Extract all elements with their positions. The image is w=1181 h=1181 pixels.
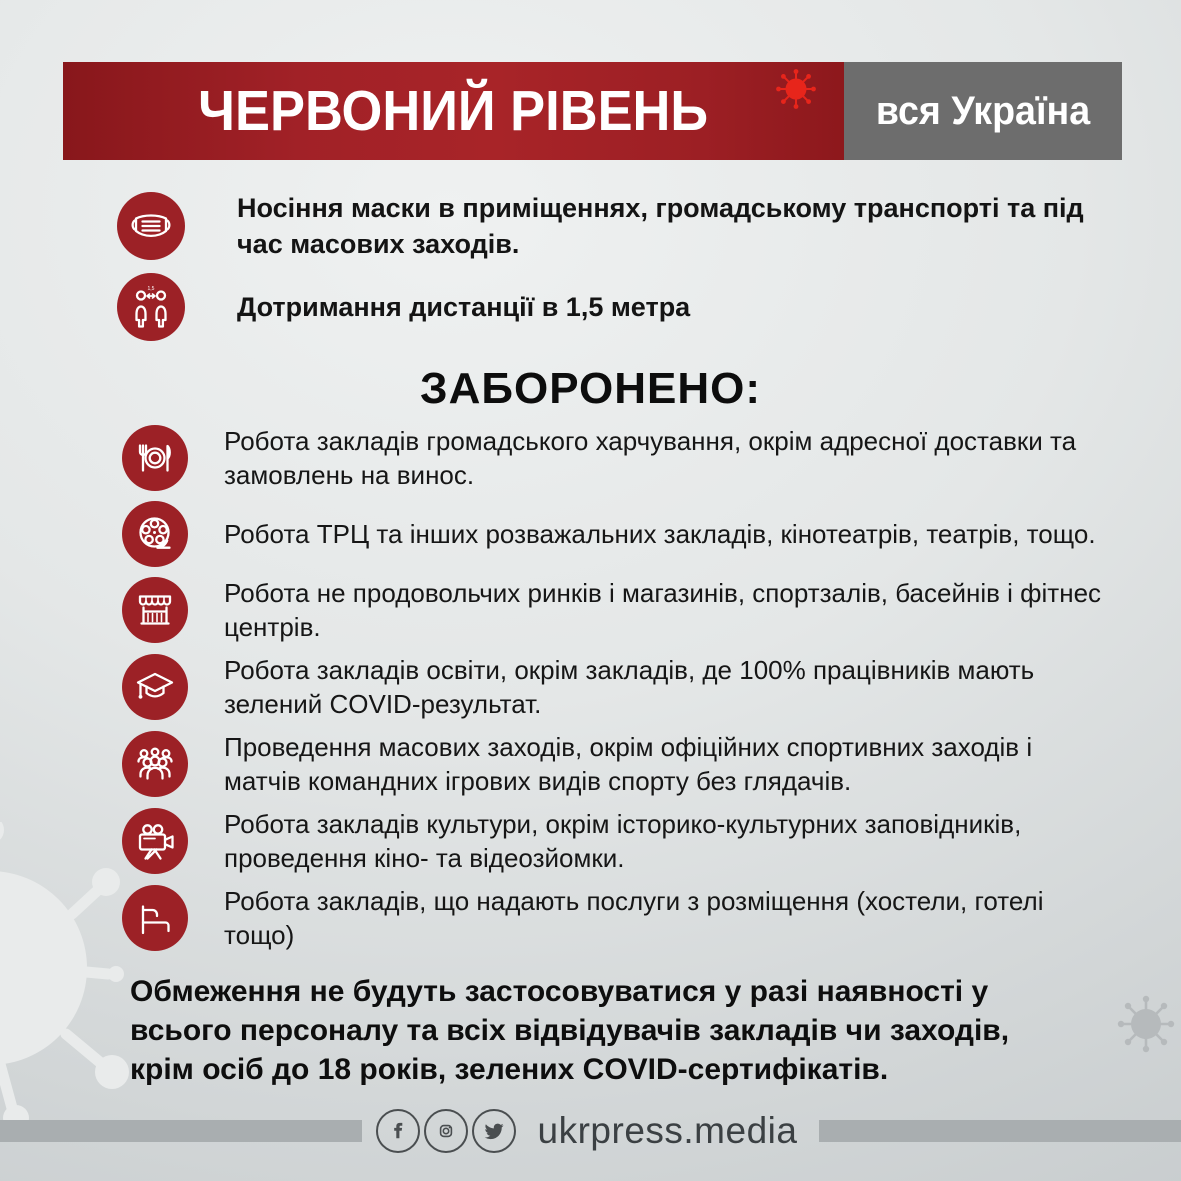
list-item-text: Робота закладів, що надають послуги з розміщення (хостели, готелі тощо) (224, 886, 1044, 950)
list-item-text: Робота закладів освіти, окрім закладів, де 100% працівників мають зелений COVID-результат. (224, 655, 1035, 719)
footer-bar-right (819, 1120, 1181, 1142)
virus-small-icon (1114, 992, 1178, 1056)
market-stall-icon (122, 577, 188, 643)
virus-red-icon (774, 67, 818, 111)
facebook-icon[interactable] (376, 1109, 420, 1153)
restaurant-icon (122, 425, 188, 491)
twitter-icon[interactable] (472, 1109, 516, 1153)
footer-bar-left (0, 1120, 362, 1142)
list-item (122, 501, 1122, 567)
list-item-text: Робота закладів громадського харчування, окрім адресної доставки та замовлень на винос. (224, 426, 1077, 490)
site-label[interactable]: ukrpress.media (537, 1110, 798, 1151)
list-item-text: Робота ТРЦ та інших розважальних закладів, кінотеатрів, театрів, тощо. (224, 519, 1096, 549)
rule-mask-text: Носіння маски в приміщеннях, громадському транспорті та під час масових заходів. (237, 193, 1084, 259)
list-item-text: Проведення масових заходів, окрім офіційних спортивних заходів і матчів командних ігрових видів спорту без глядачів. (224, 732, 1033, 796)
list-item (122, 653, 1122, 721)
graduation-cap-icon (122, 654, 188, 720)
region-label: вся Україна (875, 88, 1091, 133)
general-rules (117, 190, 1127, 352)
distance-value-label: 1,5 (147, 286, 155, 293)
list-item (122, 730, 1122, 798)
header-region-band (844, 62, 1122, 160)
list-item (122, 576, 1122, 644)
instagram-icon[interactable] (424, 1109, 468, 1153)
list-item (122, 807, 1122, 875)
rule-mask (117, 190, 1127, 262)
header-banner (63, 62, 1122, 160)
exemption-note: Обмеження не будуть застосовуватися у разі наявності у всього персоналу та всіх відвідувачів закладів чи заходів, крім осіб до 18 років, зелених COVID-сертифікатів. (130, 975, 1010, 1086)
header-red-band (63, 62, 844, 160)
forbidden-heading: ЗАБОРОНЕНО: (420, 364, 761, 413)
distance-icon (117, 273, 185, 341)
rule-distance (117, 273, 1127, 341)
rule-distance-text: Дотримання дистанції в 1,5 метра (237, 292, 691, 322)
list-item (122, 424, 1122, 492)
list-item (122, 884, 1122, 952)
mask-icon (117, 192, 185, 260)
forbidden-list (122, 424, 1122, 952)
list-item-text: Робота не продовольчих ринків і магазинів, спортзалів, басейнів і фітнес центрів. (224, 578, 1102, 642)
crowd-icon (122, 731, 188, 797)
social-links (376, 1109, 516, 1153)
film-reel-icon (122, 501, 188, 567)
footer (0, 1108, 1181, 1154)
page-title: ЧЕРВОНИЙ РІВЕНЬ (198, 79, 709, 143)
bed-icon (122, 885, 188, 951)
list-item-text: Робота закладів культури, окрім історико-культурних заповідників, проведення кіно- та відеозйомки. (224, 809, 1022, 873)
video-camera-icon (122, 808, 188, 874)
